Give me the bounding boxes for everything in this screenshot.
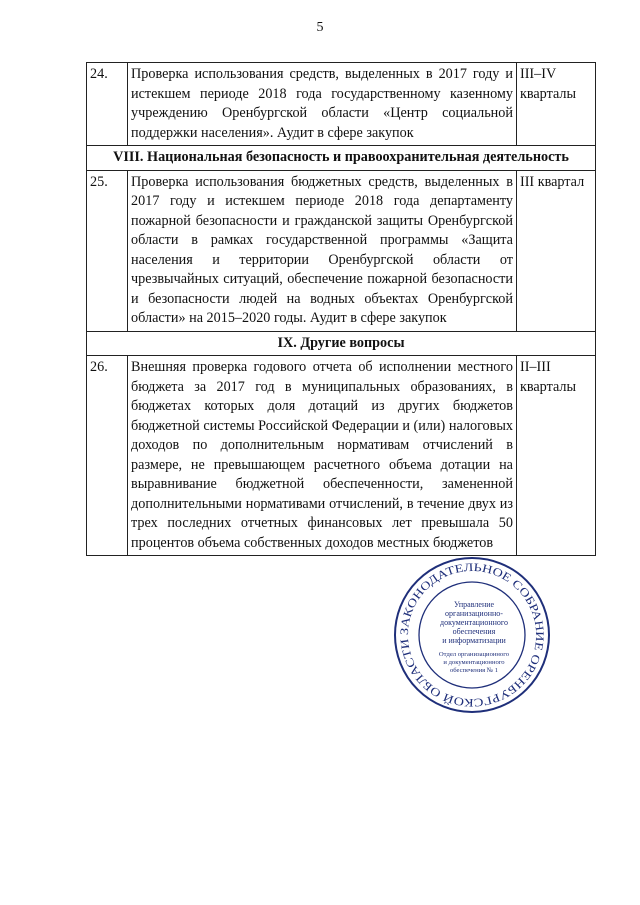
- row-description: Проверка использования средств, выделенных в 2017 году и истекшем периоде 2018 года государственному казенному учреждению Оренбургской области «Центр социальной поддержки населения». Аудит в сфере закупок: [128, 63, 517, 146]
- table-row: [87, 63, 596, 146]
- section-heading: VIII. Национальная безопасность и правоохранительная деятельность: [87, 146, 596, 171]
- section-row: [87, 146, 596, 171]
- table-row: [87, 170, 596, 331]
- official-stamp: [392, 555, 552, 715]
- row-description: Внешняя проверка годового отчета об исполнении местного бюджета за 2017 год в муниципальных образованиях, в бюджетах которых доля дотаций из других бюджетов бюджетной системы Российской Федерации и (или) налоговых доходов по дополнительным нормативам отчислений в размере, не превышающем расчетного объема дотации на выравнивание бюджетной обеспеченности, замененной дополнительными нормативами отчислений, в течение двух из трех последних отчетных финансовых лет превышала 50 процентов объема собственных доходов местных бюджетов: [128, 356, 517, 556]
- stamp-line: и документационного: [443, 659, 505, 666]
- row-number: 25.: [87, 170, 128, 331]
- table-row: [87, 356, 596, 556]
- section-heading: IX. Другие вопросы: [87, 331, 596, 356]
- row-description: Проверка использования бюджетных средств, выделенных в 2017 году и истекшем периоде 2018 года департаменту пожарной безопасности и гражданской защиты Оренбургской области в рамках государственной программы «Защита населения и территории Оренбургской области от чрезвычайных ситуаций, обеспечение пожарной безопасности и безопасности людей на водных объектах Оренбургской области» на 2015–2020 годы. Аудит в сфере закупок: [128, 170, 517, 331]
- plan-table: [86, 62, 596, 556]
- row-period: III–IV кварталы: [516, 63, 595, 146]
- row-number: 24.: [87, 63, 128, 146]
- section-row: [87, 331, 596, 356]
- stamp-outer-text: ЗАКОНОДАТЕЛЬНОЕ СОБРАНИЕ ОРЕНБУРГСКОЙ ОБЛАСТИ: [398, 561, 546, 709]
- stamp-line: Отдел организационного: [438, 651, 510, 658]
- stamp-line: и информатизации: [442, 636, 506, 645]
- stamp-line: Управление: [453, 600, 495, 609]
- row-number: 26.: [87, 356, 128, 556]
- page-number: 5: [316, 20, 324, 35]
- row-period: III квартал: [516, 170, 595, 331]
- stamp-line: документационного: [440, 618, 508, 627]
- row-period: II–III кварталы: [516, 356, 595, 556]
- stamp-line: обеспечения: [452, 627, 496, 636]
- stamp-line: организационно-: [445, 609, 503, 618]
- stamp-line: обеспечения № 1: [449, 667, 499, 674]
